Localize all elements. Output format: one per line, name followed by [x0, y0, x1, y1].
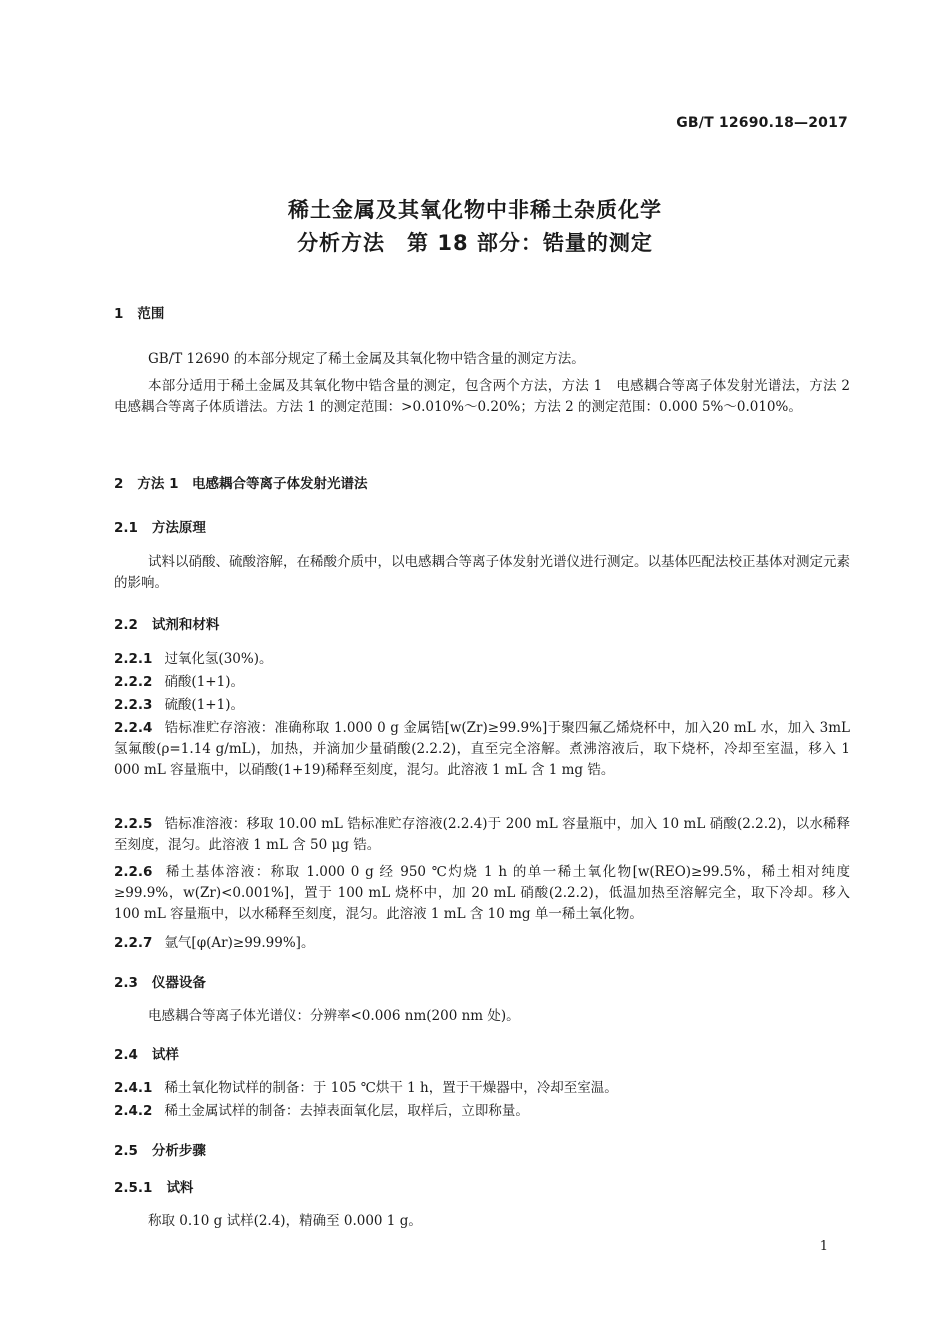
- page-number: 1: [819, 1239, 828, 1254]
- section-1-paragraph-2: 本部分适用于稀土金属及其氧化物中锆含量的测定，包含两个方法，方法 1 电感耦合等离子体发射光谱法，方法 2 电感耦合等离子体质谱法。方法 1 的测定范围：>0.010%～0.20%；方法 2 的测定范围：0.000 5%～0.010%。: [114, 378, 864, 415]
- item-number: 2.4.1: [114, 1080, 153, 1096]
- section-2-4-heading: [114, 1043, 179, 1063]
- item-2-2-2: [114, 672, 850, 693]
- section-1-heading: [114, 302, 164, 322]
- section-1-paragraph-1: GB/T 12690 的本部分规定了稀土金属及其氧化物中锆含量的测定方法。: [148, 351, 585, 367]
- item-2-4-2: [114, 1101, 850, 1122]
- item-text: 硫酸(1+1)。: [164, 697, 244, 713]
- section-number: 2.5: [114, 1143, 138, 1159]
- section-2-3-paragraph: 电感耦合等离子体光谱仪：分辨率<0.006 nm(200 nm 处)。: [148, 1008, 520, 1024]
- document-title-line1: 稀土金属及其氧化物中非稀土杂质化学: [288, 198, 662, 222]
- item-2-2-5: [114, 814, 850, 856]
- item-text: 稀土金属试样的制备：去掉表面氧化层，取样后，立即称量。: [164, 1103, 529, 1119]
- item-2-2-7: [114, 933, 850, 954]
- section-number: 2.2: [114, 617, 138, 633]
- item-text: 锆标准贮存溶液：准确称取 1.000 0 g 金属锆[w(Zr)≥99.9%]于聚四氟乙烯烧杯中，加入20 mL 水，加入 3mL 氢氟酸(ρ=1.14 g/mL)，加热，并滴加少量硝酸(2.2.2)，直至完全溶解。煮沸溶液后，取下烧杯，冷却至室温，移入 1 000 mL 容量瓶中，以硝酸(1+19)稀释至刻度，混匀。此溶液 1 mL 含 1 mg 锆。: [114, 720, 850, 778]
- section-title: 分析步骤: [151, 1143, 206, 1159]
- section-2-heading: [114, 472, 368, 492]
- item-number: 2.2.3: [114, 697, 153, 713]
- item-2-2-6: [114, 862, 850, 925]
- item-text: 稀土氧化物试样的制备：于 105 ℃烘干 1 h，置于干燥器中，冷却至室温。: [164, 1080, 618, 1096]
- item-text: 锆标准溶液：移取 10.00 mL 锆标准贮存溶液(2.2.4)于 200 mL 容量瓶中，加入 10 mL 硝酸(2.2.2)，以水稀释至刻度，混匀。此溶液 1 mL 含 50 μg 锆。: [114, 816, 850, 853]
- section-2-2-heading: [114, 613, 219, 633]
- item-number: 2.2.2: [114, 674, 153, 690]
- section-title: 方法原理: [151, 520, 206, 536]
- section-2-3-heading: [114, 971, 206, 991]
- section-number: 2.1: [114, 520, 138, 536]
- item-number: 2.2.4: [114, 720, 153, 736]
- item-2-2-1: [114, 649, 850, 670]
- section-number: 1: [114, 306, 124, 322]
- section-number: 2.3: [114, 975, 138, 991]
- item-number: 2.2.1: [114, 651, 153, 667]
- section-2-1-heading: [114, 516, 206, 536]
- section-2-5-1-paragraph: 称取 0.10 g 试样(2.4)，精确至 0.000 1 g。: [148, 1213, 422, 1229]
- item-text: 硝酸(1+1)。: [164, 674, 244, 690]
- item-2-2-4: [114, 718, 850, 781]
- item-text: 过氧化氢(30%)。: [164, 651, 273, 667]
- section-2-5-1-heading: [114, 1176, 193, 1196]
- section-title: 试剂和材料: [151, 617, 220, 633]
- standard-code: GB/T 12690.18—2017: [676, 115, 848, 131]
- item-2-2-3: [114, 695, 850, 716]
- item-text: 稀土基体溶液：称取 1.000 0 g 经 950 ℃灼烧 1 h 的单一稀土氧化物[w(REO)≥99.5%，稀土相对纯度≥99.9%，w(Zr)<0.001%]，置于 100 mL 烧杯中，加 20 mL 硝酸(2.2.2)，低温加热至溶解完全，取下冷却。移入 100 mL 容量瓶中，以水稀释至刻度，混匀。此溶液 1 mL 含 10 mg 单一稀土氧化物。: [114, 864, 850, 922]
- section-title: 范围: [137, 306, 165, 322]
- section-title: 试样: [151, 1047, 179, 1063]
- item-number: 2.2.6: [114, 864, 153, 880]
- document-title-line2: 分析方法 第 18 部分：锆量的测定: [297, 231, 653, 255]
- item-text: 氩气[φ(Ar)≥99.99%]。: [164, 935, 315, 951]
- item-2-4-1: [114, 1078, 850, 1099]
- section-2-5-heading: [114, 1139, 206, 1159]
- section-2-1-paragraph: 试料以硝酸、硫酸溶解，在稀酸介质中，以电感耦合等离子体发射光谱仪进行测定。以基体匹配法校正基体对测定元素的影响。: [114, 554, 850, 591]
- section-title: 仪器设备: [151, 975, 206, 991]
- section-number: 2.4: [114, 1047, 138, 1063]
- section-number: 2: [114, 476, 124, 492]
- section-number: 2.5.1: [114, 1180, 153, 1196]
- section-title: 试料: [166, 1180, 194, 1196]
- section-title: 方法 1 电感耦合等离子体发射光谱法: [137, 476, 368, 492]
- item-number: 2.2.7: [114, 935, 153, 951]
- item-number: 2.4.2: [114, 1103, 153, 1119]
- item-number: 2.2.5: [114, 816, 153, 832]
